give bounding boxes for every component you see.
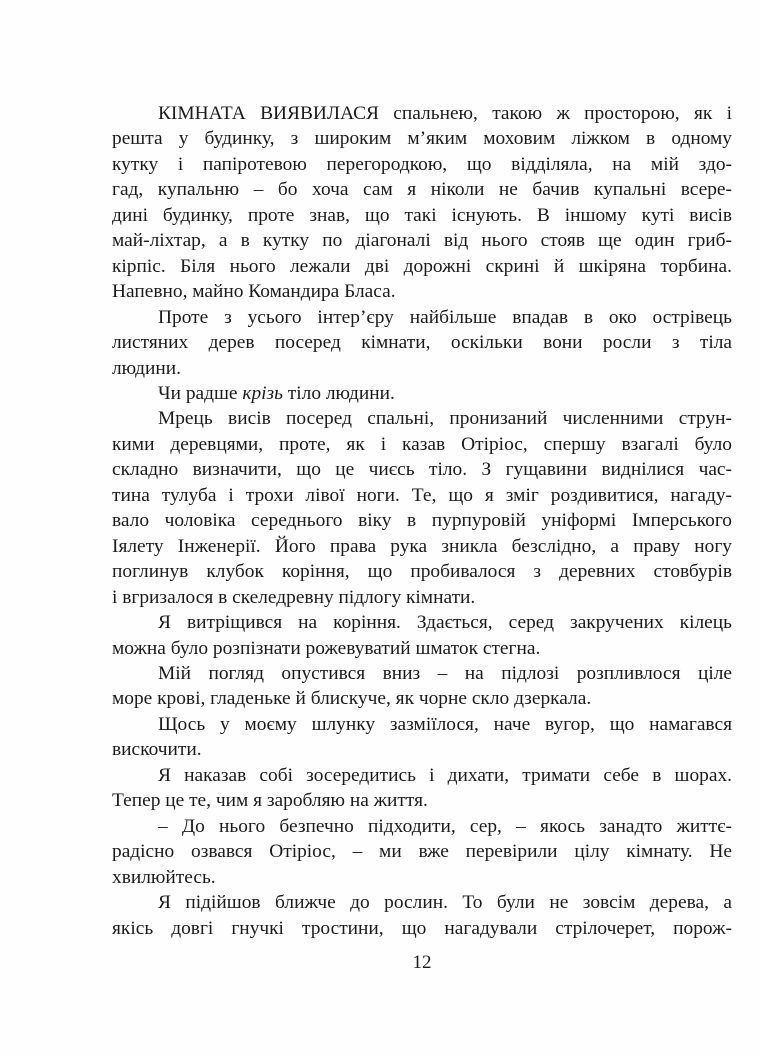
text-line xyxy=(112,712,732,737)
text-line xyxy=(112,254,732,279)
text-segment: Я наказав собі зосередитись і дихати, тримати себе в шорах. xyxy=(158,764,732,786)
text-segment: май-ліхтар, а в кутку по діагоналі від нього стояв ще один гриб- xyxy=(112,230,732,252)
text-line xyxy=(112,381,732,406)
text-segment: Проте з усього інтер’єру найбільше впадав в око острівець xyxy=(158,306,732,328)
text-segment: Мій погляд опустився вниз – на підлозі розпливлося ціле xyxy=(158,662,732,684)
text-line xyxy=(112,508,732,533)
text-segment: тина тулуба і трохи лівої ноги. Те, що я зміг роздивитися, нагаду- xyxy=(112,484,732,506)
text-line xyxy=(112,152,732,177)
text-line xyxy=(112,636,732,661)
text-line xyxy=(112,839,732,864)
text-segment: – До нього безпечно підходити, сер, – якось занадто життє- xyxy=(158,815,732,837)
page-number: 12 xyxy=(412,952,432,973)
text-segment: і вгризалося в скеледревну підлогу кімнати. xyxy=(112,586,476,608)
text-line xyxy=(112,559,732,584)
text-line xyxy=(112,177,732,202)
text-line xyxy=(112,330,732,355)
text-line xyxy=(112,661,732,686)
text-segment: можна було розпізнати рожевуватий шматок стегна. xyxy=(112,637,541,659)
text-segment: вало чоловіка середнього віку в пурпуровій уніформі Імперського xyxy=(112,510,732,532)
text-segment: Чи радше xyxy=(158,382,243,404)
text-segment: хвилюйтесь. xyxy=(112,866,216,888)
text-line xyxy=(112,814,732,839)
text-line xyxy=(112,610,732,635)
text-block xyxy=(112,101,732,941)
text-line xyxy=(112,788,732,813)
text-segment: вискочити. xyxy=(112,739,202,761)
text-line xyxy=(112,356,732,381)
text-line xyxy=(112,305,732,330)
text-segment: Мрець висів посеред спальні, пронизаний численними струн- xyxy=(158,408,732,430)
italic-text: крізь xyxy=(242,382,283,404)
text-segment: Тепер це те, чим я заробляю на життя. xyxy=(112,790,428,812)
text-line xyxy=(112,737,732,762)
text-segment: поглинув клубок коріння, що пробивалося з деревних стовбурів xyxy=(112,561,732,583)
text-segment: Я підійшов ближче до рослин. То були не зовсім дерева, а xyxy=(158,892,732,914)
text-segment: кими деревцями, проте, як і казав Отіріос, спершу взагалі було xyxy=(112,433,732,455)
text-segment: Я витріщився на коріння. Здається, серед закручених кілець xyxy=(158,612,732,634)
text-line xyxy=(112,126,732,151)
text-line xyxy=(112,432,732,457)
text-segment: гад, купальню – бо хоча сам я ніколи не бачив купальні всере- xyxy=(112,179,732,201)
text-line xyxy=(112,483,732,508)
text-line xyxy=(112,406,732,431)
text-line xyxy=(112,101,732,126)
text-segment: решта у будинку, з широким м’яким моховим ліжком в одному xyxy=(112,128,732,150)
text-segment: Щось у моєму шлунку зазміїлося, наче вугор, що намагався xyxy=(158,713,732,735)
text-line xyxy=(112,228,732,253)
text-segment: складно визначити, що це чиєсь тіло. З гущавини виднілися час- xyxy=(112,459,732,481)
text-segment: Напевно, майно Командира Бласа. xyxy=(112,281,396,303)
text-segment: КІМНАТА ВИЯВИЛАСЯ спальнею, такою ж просторою, як і xyxy=(158,103,732,124)
text-segment: якісь довгі гнучкі тростини, що нагадували стрілочерет, порож- xyxy=(112,917,732,939)
text-line xyxy=(112,865,732,890)
text-segment: людини. xyxy=(112,357,182,379)
text-line xyxy=(112,203,732,228)
text-segment: листяних дерев посеред кімнати, оскільки вони росли з тіла xyxy=(112,332,732,354)
text-segment: море крові, гладеньке й блискуче, як чорне скло дзеркала. xyxy=(112,688,592,710)
text-line xyxy=(112,763,732,788)
text-line xyxy=(112,686,732,711)
text-segment: Іялету Інженерії. Його права рука зникла безслідно, а праву ногу xyxy=(112,535,732,557)
text-segment: кутку і папіротевою перегородкою, що відділяла, на мій здо- xyxy=(112,153,732,175)
text-line xyxy=(112,585,732,610)
text-line xyxy=(112,890,732,915)
text-line xyxy=(112,457,732,482)
text-line xyxy=(112,534,732,559)
text-line xyxy=(112,916,732,941)
text-segment: тіло людини. xyxy=(282,382,395,404)
text-segment: дині будинку, проте знав, що такі існують. В іншому куті висів xyxy=(112,204,732,226)
text-segment: кірпіс. Біля нього лежали дві дорожні скрині й шкіряна торбина. xyxy=(112,255,732,277)
text-segment: радісно озвався Отіріос, – ми вже перевірили цілу кімнату. Не xyxy=(112,841,732,863)
text-line xyxy=(112,279,732,304)
